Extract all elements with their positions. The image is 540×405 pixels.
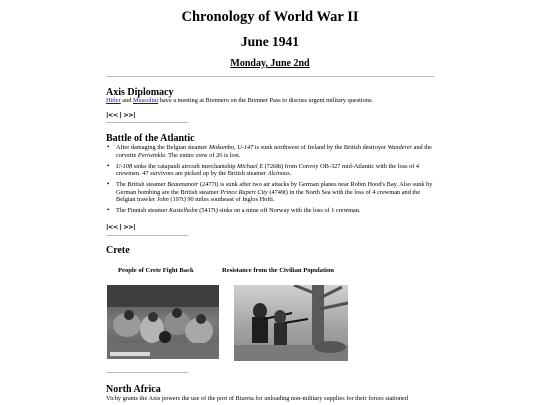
ship-name: Beaumanoir <box>167 181 199 189</box>
crete-resistance-photo[interactable] <box>234 285 348 361</box>
section-heading-crete: Crete <box>106 245 130 256</box>
north-africa-text: Vichy grants the Axis powers the use of the port of Bizerta for unloading non-military supplies for their forces stationed <box>106 395 408 402</box>
date-heading: Monday, June 2nd <box>230 58 310 69</box>
list-item <box>106 163 434 178</box>
text: sinks the catapault aircraft merchantship <box>132 162 238 170</box>
page-header <box>0 9 540 26</box>
list-item <box>106 207 434 215</box>
text: (4749t) in the North Sea with the loss of 4 crewman and the Belgian trawler <box>116 188 421 204</box>
section-heading-atlantic: Battle of the Atlantic <box>106 133 195 144</box>
ship-name: Prince Rupert City <box>220 188 268 196</box>
section-heading-north-africa: North Africa <box>106 384 161 395</box>
ship-name: U-108 <box>116 162 133 170</box>
text: The Finnish steamer <box>116 207 169 215</box>
text: The British steamer <box>116 181 168 189</box>
photo-caption-left: People of Crete Fight Back <box>118 267 194 274</box>
text: and the corvette <box>116 144 432 159</box>
ship-name: U-147 <box>237 144 254 151</box>
axis-diplomacy-rest: have a meeting at Brennero on the Brenner Pass to discuss urgent military questions. <box>158 97 373 104</box>
hitler-link[interactable]: Hitler <box>106 97 121 104</box>
next-icon[interactable]: >>| <box>123 223 135 231</box>
next-icon[interactable]: >>| <box>123 111 135 119</box>
month-heading-wrap <box>0 34 540 50</box>
ship-name: Alcinous <box>267 170 290 178</box>
text: , <box>234 144 238 151</box>
text: is sunk northwest of Ireland by the British destroyer <box>253 144 388 151</box>
short-divider <box>106 122 188 123</box>
list-item <box>106 144 434 159</box>
nav-separator: | <box>119 111 122 119</box>
ship-name: John <box>156 196 169 204</box>
text: (197t) 90 miles southeast of Inglos Hofti. <box>168 196 275 204</box>
text: . The entire crew of 26 is lost. <box>165 151 241 159</box>
previous-icon[interactable]: |<< <box>106 223 118 231</box>
text: (5417t) sinks on a mine off Norway with the loss of 1 crewman. <box>197 207 361 215</box>
photo-image <box>234 285 348 361</box>
month-heading: June 1941 <box>240 34 300 49</box>
ship-name: Periwinkle <box>137 151 166 159</box>
divider <box>106 76 434 77</box>
ship-name: Michael E <box>237 162 264 170</box>
previous-icon[interactable]: |<< <box>106 111 118 119</box>
mussolini-link[interactable]: Mussolini <box>132 97 159 104</box>
crete-civilians-photo[interactable] <box>107 285 219 359</box>
photo-image <box>107 285 219 359</box>
nav-links-2 <box>106 223 135 231</box>
axis-diplomacy-text <box>106 97 434 105</box>
text-and: and <box>120 97 133 104</box>
ship-name: Kastelholm <box>169 207 198 215</box>
nav-links-1 <box>106 111 135 119</box>
photo-caption-right: Resistance from the Civilian Population <box>222 267 334 274</box>
text: (2477t) is sunk after two air attacks by German planes near Robin Hood's Bay. Also sunk by German bombing are the British steamer <box>116 181 433 196</box>
list-item <box>106 181 434 204</box>
text: After damaging the Belgian steamer <box>116 144 209 151</box>
nav-separator: | <box>119 223 122 231</box>
text: (7268t) from Convoy OB-327 mid-Atlantic with the loss of 4 crewmen. 47 survivors are picked up by the British steamer <box>116 162 420 178</box>
ship-name: Wanderer <box>387 144 412 151</box>
date-heading-wrap <box>0 58 540 69</box>
section-heading-axis-diplomacy: Axis Diplomacy <box>106 87 174 98</box>
ship-name: Mokambo <box>208 144 235 151</box>
text: . <box>289 170 292 178</box>
short-divider <box>106 372 188 373</box>
atlantic-list <box>106 144 434 218</box>
page-title: Chronology of World War II <box>181 9 359 25</box>
short-divider <box>106 235 188 236</box>
